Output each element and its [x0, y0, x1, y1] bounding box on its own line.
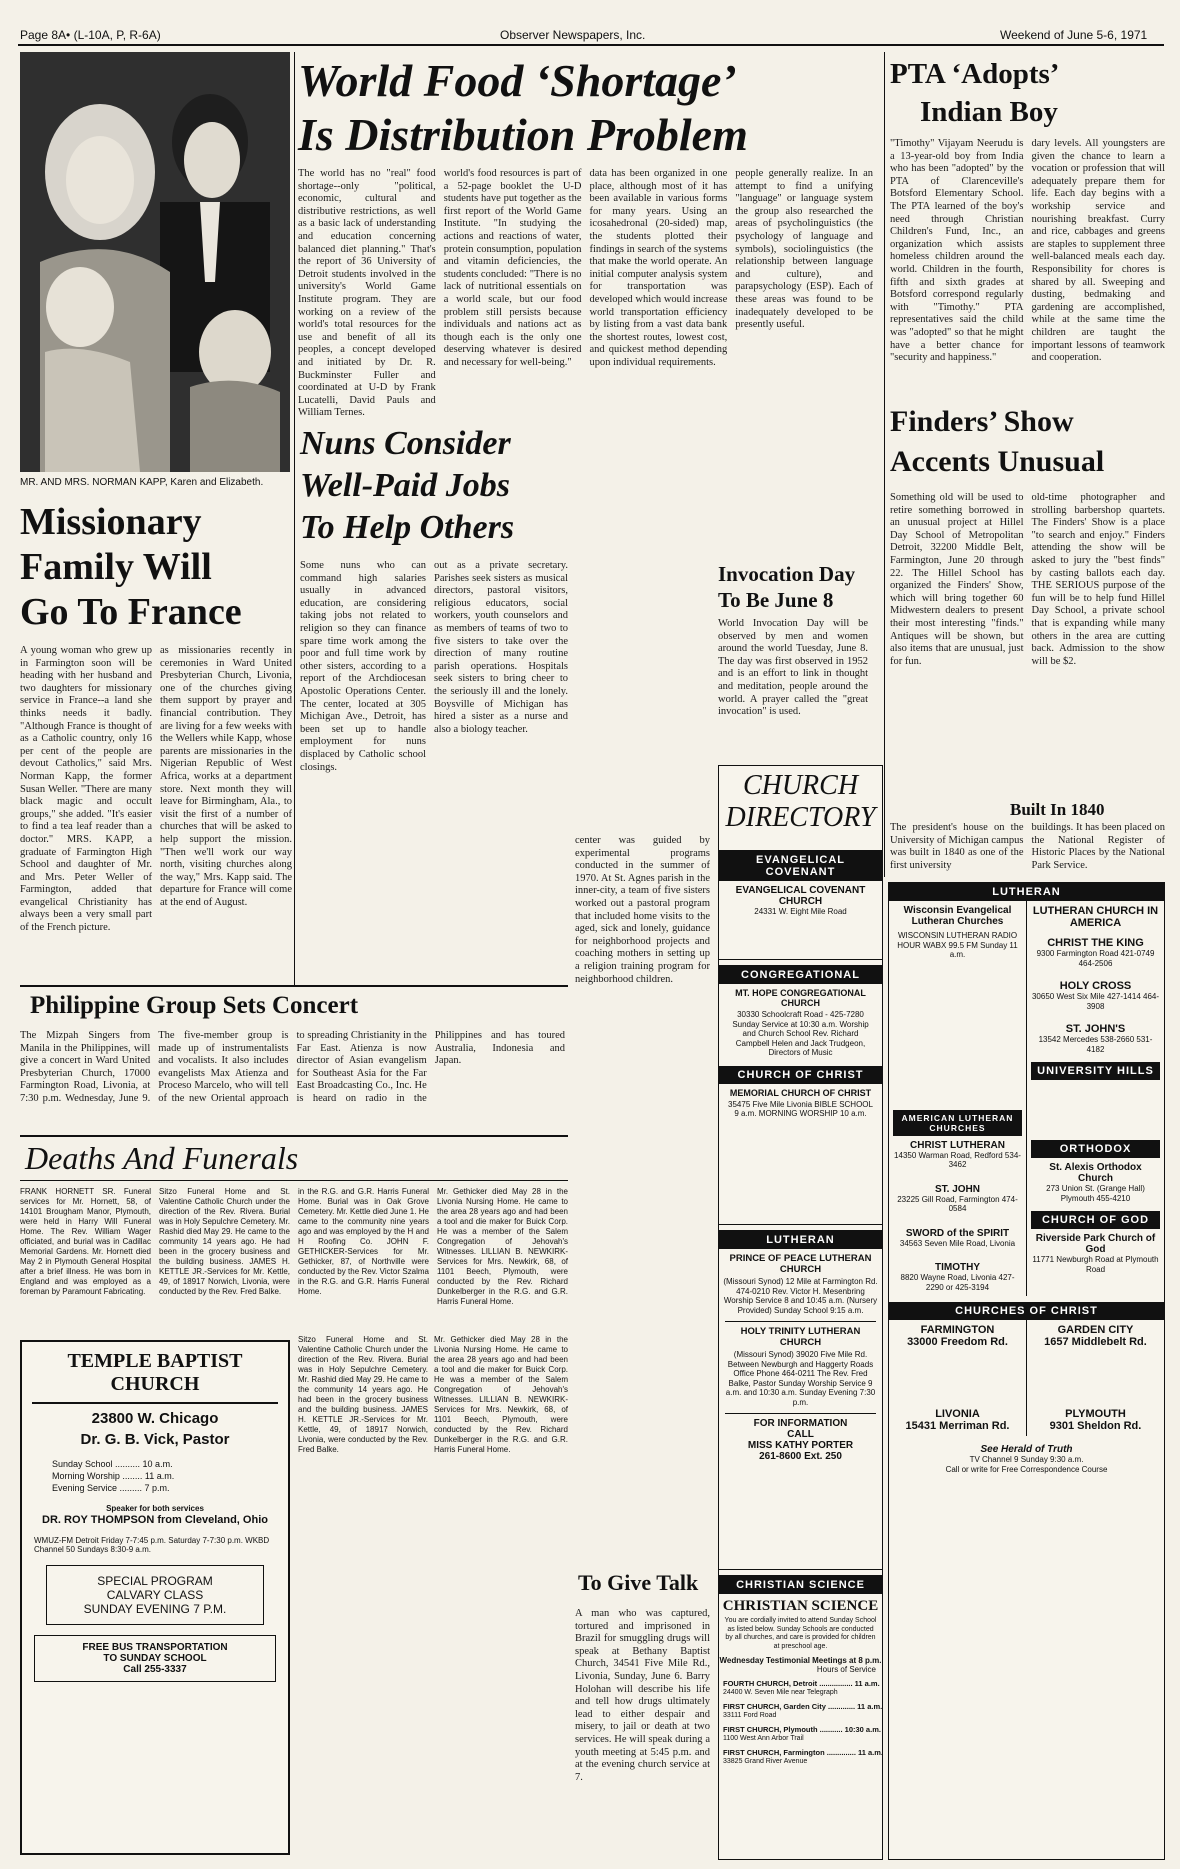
wisconsin-radio: WISCONSIN LUTHERAN RADIO HOUR WABX 99.5 FM Sunday 11 a.m. — [897, 931, 1018, 959]
evangelical-bar: EVANGELICAL COVENANT — [719, 851, 882, 881]
nuns-article-col1: Some nuns who can command high salaries usually in advanced education, are considering taking jobs not related to religion so they can finance spare time work among the poor and full time work by other sisters, according to a report of the Archdiocesan Apostolic Operations Center. The center, located at 305 Michigan Ave., Detroit, has been set up to handle employment for nuns displaced by Catholic school closings. — [300, 560, 426, 773]
nuns-headline-2: Well-Paid Jobs — [300, 467, 510, 504]
temple-bus-3: Call 255-3337 — [123, 1663, 187, 1675]
temple-service-3: Evening Service ......... 7 p.m. — [52, 1483, 170, 1493]
herald-1: See Herald of Truth — [980, 1444, 1073, 1455]
deaths-col1: FRANK HORNETT SR. Funeral services for Mr. Hornett, 58, of 14101 Brougham Manor, Plymouth, were held in Harry Will Funeral Home. The Rev. William Wager officiated, and burial was in Cadillac Memorial Gardens. Mr. Hornett died May 2 in Plymouth General Hospital after a brief illness. He was born in England and was employed as a foreman by Paramount Fabricating. — [20, 1187, 151, 1296]
evangelical-name: EVANGELICAL COVENANT CHURCH — [735, 885, 866, 907]
temple-speaker: DR. ROY THOMPSON from Cleveland, Ohio — [42, 1513, 268, 1526]
sword-detail: 34563 Seven Mile Road, Livonia — [899, 1238, 1016, 1248]
invocation-headline-2: To Be June 8 — [718, 588, 834, 612]
nuns-article-col2: out as a private secretary. Parishes seek sisters as musical directors, pastoral visitors, religious educators, social workers, youth counselors and as members of teams of two to five sisters to take over the direction of many routine parish operations. Hospitals seek sisters to bring cheer to the seriously ill and the lonely. Boysville of Michigan has hired a sister as a nurse and also a biology teacher. — [434, 560, 568, 735]
missionary-headline-2: Family Will — [20, 546, 212, 588]
deaths-col2-cont: Sitzo Funeral Home and St. Valentine Catholic Church under the direction of the Rev. Rivera. Burial was in Holy Sepulchre Cemetery. Mr. Rashid died May 29. He came to the community 14 years ago. He had been in the grocery business and the building business. JAMES H. KETTLE JR.-Services for Mr. Kettle, 49, of 18917 Norwich, Livonia, were conducted by the Rev. Fred Balke. — [298, 1335, 428, 1454]
pta-article-col1: "Timothy" Vijayam Neerudu is a 13-year-old boy from India who has been "adopted" by the PTA of Clarenceville's Botsford Elementary School. The PTA learned of the boy's need through Christian Children's Fund, Inc., an organization which assists homeless children around the world. Children in the fourth, fifth and sixth grades at Botsford correspond regularly with "Timothy." PTA representatives said the child was "adopted" so that he might have a better chance for "security and happiness." — [890, 138, 1024, 364]
christian-science-church-address: 33111 Ford Road — [723, 1712, 777, 1719]
temple-special-2: CALVARY CLASS — [106, 1587, 204, 1602]
invocation-article: World Invocation Day will be observed by men and women around the world Tuesday, June 8. The day was first observed in 1952 and is an effort to link in thought and meditation, people around the world. A prayer called the "great invocation" is used. — [718, 618, 868, 718]
riverside-detail: 11771 Newburgh Road at Plymouth Road — [1032, 1255, 1159, 1274]
american-lutheran-bar: AMERICAN LUTHERAN CHURCHES — [893, 1110, 1022, 1136]
philippine-headline: Philippine Group Sets Concert — [30, 992, 359, 1019]
philippine-article: The Mizpah Singers from Manila in the Philippines, will give a concert in Ward United Presbyterian Church, 17000 Farmington Road, Livonia, at 7:30 p.m. Wednesday, June 9. The five-member group is made up of instrumentalists and vocalists. It also includes evangelists Max Atienza and Proceso Marcelo, who will tell of the new Oriental approach to spreading Christianity in the Far East. Atienza is now director of Asian evangelism for Southeast Asia for the Far East Broadcasting Co., Inc. He is heard on radio in the Philippines and has toured Australia, Indonesia and Japan. — [20, 1030, 565, 1104]
directory-title-2: DIRECTORY — [725, 802, 876, 833]
temple-special-1: SPECIAL PROGRAM — [97, 1573, 213, 1588]
food-article-col3: data has been organized in one place, although most of it has been available in various forms for many years. Using an icosahedronal (20-sided) map, the students plotted their findings in search of the systems that make the world operate. An initial computer analysis system for transportation was developed which would increase world transportation efficiency by listing from a vast data bank the shortest routes, lowest cost, and quickest method depending upon individual requirements. — [589, 168, 728, 368]
st-john-detail: 23225 Gill Road, Farmington 474-0584 — [897, 1194, 1018, 1213]
prince-of-peace-name: PRINCE OF PEACE LUTHERAN CHURCH — [729, 1253, 872, 1275]
holy-cross-name: HOLY CROSS — [1059, 980, 1132, 992]
right-directory — [888, 882, 1165, 1860]
lutheran-bar: LUTHERAN — [719, 1231, 882, 1249]
info-1: FOR INFORMATION — [753, 1418, 848, 1429]
built-headline: Built In 1840 — [1010, 800, 1105, 819]
mt-hope-name: MT. HOPE CONGREGATIONAL CHURCH — [735, 988, 866, 1008]
missionary-headline-3: Go To France — [20, 591, 242, 633]
livonia-name: LIVONIA — [935, 1408, 980, 1420]
herald-3: Call or write for Free Correspondence Course — [945, 1464, 1108, 1474]
temple-bus-2: TO SUNDAY SCHOOL — [103, 1652, 207, 1664]
holy-cross-detail: 30650 West Six Mile 427-1414 464-3908 — [1031, 992, 1160, 1011]
christian-science-bar: CHRISTIAN SCIENCE — [719, 1576, 882, 1594]
give-talk-article: A man who was captured, tortured and imprisoned in Brazil for smuggling drugs will speak at Bethany Baptist Church, 34541 Five Mile Rd., Livonia, Sunday, June 6. Barry Holohan will describe his life and tell how drugs ultimately lead to either despair and misery, to jail or death at two services. He will speak during a youth meeting at 5:45 p.m. and at the evening church service at 7. — [575, 1608, 710, 1783]
nuns-article-col3: center was guided by experimental programs conducted in the summer of 1970. At St. Agnes parish in the inner-city, a team of five sisters worked out a pastoral program that included home visits to the aged, sick and lonely, guidance for neighborhood projects and coaching mothers in setting up a religion training program for neighborhood children. — [575, 835, 710, 985]
memorial-detail: 35475 Five Mile Livonia BIBLE SCHOOL 9 a.m. MORNING WORSHIP 10 a.m. — [728, 1099, 873, 1118]
livonia-detail: 15431 Merriman Rd. — [905, 1420, 1010, 1432]
deaths-col4-cont: Mr. Gethicker died May 28 in the Livonia Nursing Home. He came to the area 28 years ago and had been a tool and die maker for Buick Corp. He was a member of the Salem Congregation of Jehovah's Witnesses. LILLIAN B. NEWKIRK-Services for Mrs. Newkirk, 68, of 1101 Beech, Plymouth, were conducted by the Rev. Richard Dunkelberger in the R.G. and G.R. Harris Funeral Home. — [434, 1335, 568, 1454]
temple-service-2: Morning Worship ........ 11 a.m. — [52, 1471, 175, 1481]
st-alexis-detail: 273 Union St. (Grange Hall) Plymouth 455-4210 — [1046, 1184, 1145, 1203]
christian-science-title: CHRISTIAN SCIENCE — [722, 1598, 879, 1614]
christ-king-name: CHRIST THE KING — [1047, 937, 1144, 949]
info-2: CALL — [787, 1429, 814, 1440]
photo-caption: MR. AND MRS. NORMAN KAPP, Karen and Elizabeth. — [20, 477, 264, 488]
christian-science-hours: Hours of Service — [816, 1665, 876, 1674]
plymouth-name: PLYMOUTH — [1065, 1408, 1126, 1420]
church-of-god-bar: CHURCH OF GOD — [1031, 1211, 1160, 1229]
info-4: 261-8600 Ext. 250 — [759, 1451, 842, 1462]
garden-city-detail: 1657 Middlebelt Rd. — [1044, 1336, 1147, 1348]
deaths-headline: Deaths And Funerals — [25, 1140, 299, 1176]
st-john-name: ST. JOHN — [934, 1183, 980, 1195]
nuns-headline-1: Nuns Consider — [300, 425, 511, 462]
temple-baptist-ad — [20, 1340, 290, 1855]
pta-headline-2: Indian Boy — [920, 96, 1058, 128]
christian-science-church-address: 33825 Grand River Avenue — [723, 1758, 808, 1765]
christian-science-church-name: FOURTH CHURCH, Detroit ................ 11 a.m. — [723, 1678, 880, 1688]
holy-trinity-name: HOLY TRINITY LUTHERAN CHURCH — [740, 1326, 861, 1348]
publisher: Observer Newspapers, Inc. — [500, 28, 646, 42]
food-article-col2: world's food resources is part of a 52-page booklet the U-D students have put together as the first report of the World Game Institute. "In studying the actions and reactions of water, protein consumption, population and vitamin deficiencies, the students concluded: "There is no lack of nutritional essentials on a world scale, but our food problem still persists because individuals and nations act as though each is the only one deserving whatever is desired and necessary for well-being." — [443, 168, 582, 368]
evangelical-ad — [718, 850, 883, 960]
christian-science-church-name: FIRST CHURCH, Farmington .............. 11 a.m. — [723, 1747, 884, 1757]
prince-of-peace-detail: (Missouri Synod) 12 Mile at Farmington Rd. 474-0210 Rev. Victor H. Mesenbring Worship Service 8 and 10:45 a.m. (Nursery Provided) Sunday School 9:15 a.m. — [723, 1277, 878, 1315]
christ-lutheran-name: CHRIST LUTHERAN — [910, 1139, 1005, 1151]
st-johns-detail: 13542 Mercedes 538-2660 531-4182 — [1038, 1035, 1153, 1054]
finders-headline-1: Finders’ Show — [890, 405, 1074, 438]
deaths-col2: Sitzo Funeral Home and St. Valentine Catholic Church under the direction of the Rev. Rivera. Burial was in Holy Sepulchre Cemetery. Mr. Rashid died May 29. He came to the community 14 years ago. He had been in the grocery business and the building business. JAMES H. KETTLE JR.-Services for Mr. Kettle, 49, of 18917 Norwich, Livonia, were conducted by the Rev. Fred Balke. — [159, 1187, 291, 1296]
christian-science-list — [719, 1679, 882, 1767]
temple-service-1: Sunday School .......... 10 a.m. — [52, 1459, 173, 1469]
lutheran-ad — [718, 1230, 883, 1570]
built-article-col1: The president's house on the University of Michigan campus was built in 1840 as one of the first university — [890, 822, 1024, 871]
deaths-col4: Mr. Gethicker died May 28 in the Livonia Nursing Home. He came to the area 28 years ago and had been a tool and die maker for Buick Corp. He was a member of the Salem Congregation of Jehovah's Witnesses. LILLIAN B. NEWKIRK-Services for Mrs. Newkirk, 68, of 1101 Beech, Plymouth, were conducted by the Rev. Richard Dunkelberger in the R.G. and G.R. Harris Funeral Home. — [437, 1187, 568, 1306]
missionary-article-col2: as missionaries recently in ceremonies in Ward United Presbyterian Church, Livonia, one of the churches giving them support by prayer and financial contribution. They are living for a few weeks with the Wellers while Kapp, whose parents are missionaries in the Nigerian Republic of West Africa, works at a department store. Next month they will leave for Birmingham, Ala., to visit the first of a number of churches that will be asked to help support the mission. "Then we'll work our way north, visiting churches along the way," Mrs. Kapp said. The departure for France will come at the end of August. — [160, 645, 292, 908]
christian-science-church-name: FIRST CHURCH, Garden City ............. 11 a.m. — [723, 1701, 883, 1711]
give-talk-headline: To Give Talk — [578, 1570, 699, 1595]
christ-lutheran-detail: 14350 Warman Road, Redford 534-3462 — [894, 1150, 1021, 1169]
st-alexis-name: St. Alexis Orthodox Church — [1049, 1162, 1142, 1184]
christian-science-ad — [718, 1575, 883, 1860]
finders-article-col2: old-time photographer and strolling barbershop quartets. The Finders' Show is a place "to search and enjoy." Finders attending the show will be asked to jury the "best finds" by casting ballots each day. THE SERIOUS purpose of the fun will be to help fund Hillel Day School, a private school that is expanding while many others in the area are cutting back. Admission to the show will be $2. — [1031, 492, 1165, 667]
info-3: MISS KATHY PORTER — [747, 1440, 854, 1451]
wisconsin-name: Wisconsin Evangelical Lutheran Churches — [903, 905, 1012, 927]
christian-science-church-name: FIRST CHURCH, Plymouth ........... 10:30 a.m. — [723, 1724, 881, 1734]
mt-hope-detail: 30330 Schoolcraft Road - 425-7280 Sunday Service at 10:30 a.m. Worship and Church School Rev. Richard Campbell Helen and Jack Trudgeon, Directors of Music — [732, 1010, 869, 1057]
food-headline-1: World Food ‘Shortage’ — [298, 55, 737, 106]
herald-2: TV Channel 9 Sunday 9:30 a.m. — [969, 1455, 1084, 1464]
family-photo-figures — [20, 52, 290, 472]
right-lutheran-bar: LUTHERAN — [889, 883, 1164, 901]
invocation-headline-1: Invocation Day — [718, 562, 856, 586]
temple-bus-1: FREE BUS TRANSPORTATION — [82, 1641, 228, 1653]
family-photo — [20, 52, 290, 472]
memorial-name: MEMORIAL CHURCH OF CHRIST — [729, 1087, 872, 1098]
deaths-col3: in the R.G. and G.R. Harris Funeral Home. Burial was in Oak Grove Cemetery. Mr. Kettle died June 1. He came to the community nine years ago and was employed by the H and H Roofing Co. JOHN F. GETHICKER-Services for Mr. Gethicker, 87, of Northville were conducted by the Rev. Victor Szalma in the R.G. and G.R. Harris Funeral Home. — [298, 1187, 429, 1296]
temple-speaker-label: Speaker for both services — [106, 1504, 204, 1513]
farmington-detail: 33000 Freedom Rd. — [907, 1336, 1008, 1348]
temple-radio: WMUZ-FM Detroit Friday 7-7:45 p.m. Saturday 7-7:30 p.m. WKBD Channel 50 Sundays 8:30-9 a.m. — [34, 1535, 270, 1554]
evangelical-address: 24331 W. Eight Mile Road — [754, 907, 847, 916]
temple-title: TEMPLE BAPTIST CHURCH — [67, 1350, 243, 1395]
temple-address: 23800 W. Chicago — [91, 1410, 219, 1427]
food-headline-2: Is Distribution Problem — [298, 109, 748, 160]
farmington-name: FARMINGTON — [920, 1324, 995, 1336]
christ-king-detail: 9300 Farmington Road 421-0749 464-2506 — [1036, 949, 1155, 968]
finders-headline-2: Accents Unusual — [890, 445, 1105, 478]
directory-center — [718, 965, 883, 1225]
missionary-headline-1: Missionary — [20, 501, 202, 543]
timothy-name: TIMOTHY — [935, 1262, 980, 1273]
directory-title-1: CHURCH — [742, 770, 859, 801]
temple-pastor: Dr. G. B. Vick, Pastor — [80, 1431, 230, 1448]
christian-science-church-address: 24400 W. Seven Mile near Telegraph — [723, 1689, 838, 1696]
timothy-detail: 8820 Wayne Road, Livonia 427-2290 or 425-3194 — [900, 1273, 1015, 1292]
plymouth-detail: 9301 Sheldon Rd. — [1049, 1420, 1142, 1432]
food-article-col1: The world has no "real" food shortage--only "political, economic, cultural and distributive restrictions, as well as a basic lack of understanding and education concerning balanced diet planning." That's the report of 36 University of Detroit students involved in the university's World Game Institute program. They are working on a review of the world's total resources for the use and benefit of all its peoples, a concept developed and initiated by Dr. R. Buckminster Fuller and coordinated at U-D by Frank Lucatelli, David Pauls and William Ternes. — [298, 168, 436, 419]
holy-trinity-detail: (Missouri Synod) 39020 Five Mile Rd. Between Newburgh and Haggerty Roads Office Phone 464-0211 The Rev. Fred Balke, Pastor Sunday Worship Service 9 a.m. and 10:30 a.m. Sunday Evening 7:30 p.m. — [725, 1350, 876, 1407]
christian-science-invite: You are cordially invited to attend Sunday School as listed below. Sunday Schools are conducted by all churches, and care is provided for children at preschool age. — [724, 1617, 877, 1650]
sword-name: SWORD of the SPIRIT — [905, 1227, 1010, 1239]
st-johns-name: ST. JOHN'S — [1065, 1023, 1126, 1035]
finders-article-col1: Something old will be used to retire something borrowed in an unusual project at Hillel Day School of Metropolitan Detroit, 32200 Middle Belt, Farmington, June 20 through 22. The Hillel School has organized the Finders' Show, which will bring together 60 Midwestern dealers to present their most interesting "finds." Antiques will be shown, but also items that are unusual, just for fun. — [890, 492, 1024, 667]
christian-science-wednesday: Wednesday Testimonial Meetings at 8 p.m. — [719, 1656, 882, 1665]
pta-article-col2: dary levels. All youngsters are given the chance to learn a vocation or profession that will adequately prepare them for life. Each day begins with a workship service and nourishing breakfast. Curry and rice, cabbages and greens are staples to supplement three well-balanced meals each day. Responsibility for chores is shared by all. Sweeping and dusting, bedmaking and gardening are accomplished, while at the same time the children are taught the important lessons of teamwork and cooperation. — [1031, 138, 1165, 364]
riverside-name: Riverside Park Church of God — [1035, 1233, 1156, 1255]
built-article-col2: buildings. It has been placed on the National Register of Historic Places by the National Park Service. — [1031, 822, 1165, 871]
temple-special-3: SUNDAY EVENING 7 P.M. — [83, 1601, 227, 1616]
christian-science-church-address: 1100 West Ann Arbor Trail — [723, 1735, 804, 1742]
orthodox-bar: ORTHODOX — [1031, 1140, 1160, 1158]
lca-name: LUTHERAN CHURCH IN AMERICA — [1032, 905, 1159, 929]
missionary-article-col1: A young woman who grew up in Farmington soon will be heading with her husband and two daughters for missionary service in France--a land she thinks needs it badly. "Although France is thought of as a Catholic country, only 16 per cent of the people are devout Catholics," said Mrs. Norman Kapp, the former Susan Weller. "There are many black magic and occult groups," she added. "It's easier to find a tea leaf reader than a doctor." MRS. KAPP, a graduate of Farmington High School and daughter of Mr. and Mrs. Peter Weller of Farmington, added that evangelical Christianity has always been a very small part of the French picture. — [20, 645, 152, 934]
churches-of-christ-bar: CHURCHES OF CHRIST — [889, 1302, 1164, 1320]
issue-date: Weekend of June 5-6, 1971 — [1000, 28, 1148, 42]
garden-city-name: GARDEN CITY — [1057, 1324, 1134, 1336]
pta-headline-1: PTA ‘Adopts’ — [890, 58, 1060, 90]
church-of-christ-bar: CHURCH OF CHRIST — [719, 1066, 882, 1084]
food-article-col4: people generally realize. In an attempt to find a unifying "language" or language system the group also researched the areas of psycholinguistics (the psychology of language and symbols), sociolinguistics (the relationship between language and culture), and parapsychology (ESP). Each of these areas was found to be inadequately developed to be presently useful. — [735, 168, 873, 331]
nuns-headline-3: To Help Others — [300, 509, 515, 546]
university-hills-bar: UNIVERSITY HILLS — [1031, 1062, 1160, 1080]
page-number: Page 8A• (L-10A, P, R-6A) — [20, 28, 161, 42]
congregational-bar: CONGREGATIONAL — [719, 966, 882, 984]
